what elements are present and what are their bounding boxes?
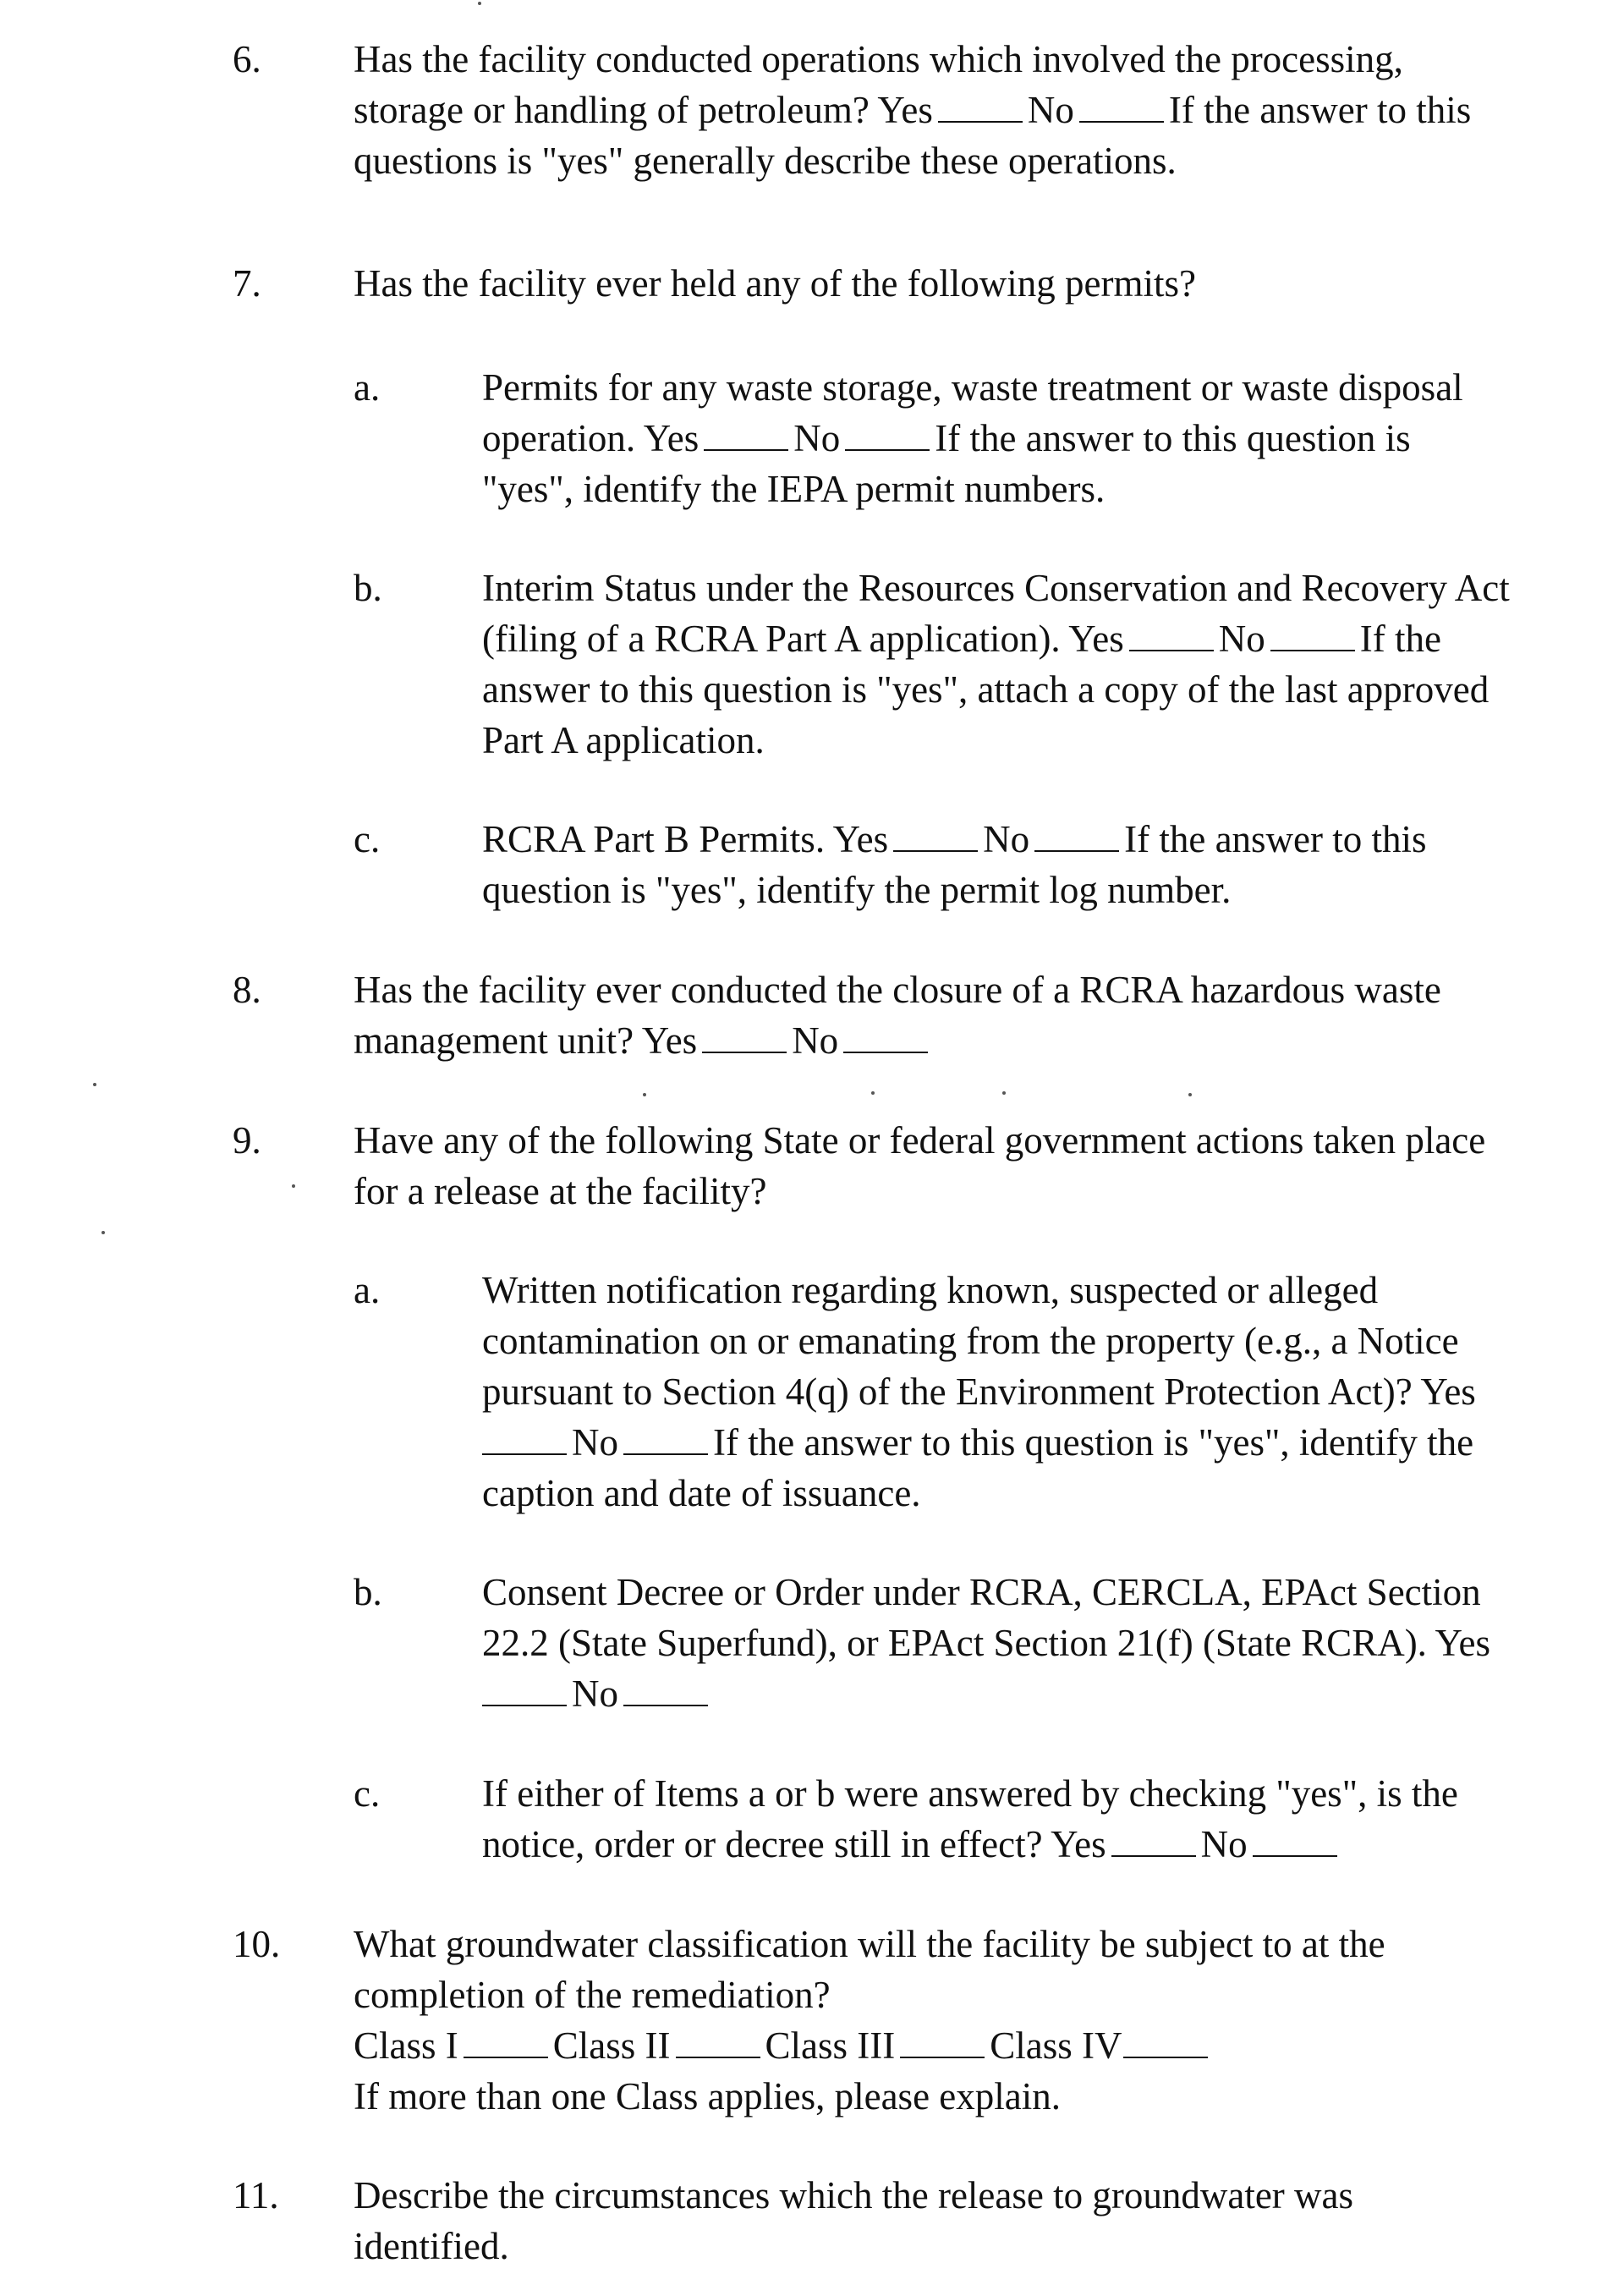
sub-item-letter: b. [354,1571,382,1613]
yes-blank[interactable] [1129,618,1214,651]
question-11 [0,2170,1624,2271]
yes-blank[interactable] [1111,1823,1196,1857]
sub-item-letter: b. [354,567,382,609]
sub-item-letter: a. [354,366,381,409]
no-blank[interactable] [1253,1823,1337,1857]
question-number: 9. [233,1119,261,1162]
scan-speck [1188,1093,1192,1096]
scan-speck [292,1184,295,1188]
sub-item-text: If either of Items a or b were answered by checking "yes", is the notice, order or decree still in effect? Yes No [482,1772,1458,1865]
question-6 [0,34,1624,195]
scan-speck [643,1093,646,1096]
question-8 [0,964,1624,1074]
question-9 [0,1115,1624,1225]
question-7b [0,563,1624,774]
no-blank[interactable] [843,1019,928,1053]
question-7c [0,814,1624,924]
no-blank[interactable] [623,1673,708,1706]
sub-item-text: Written notification regarding known, suspected or alleged contamination on or emanating from the property (e.g., a Notice pursuant to Section 4(q) of the Environment Protection Act)? Yes No If the answer to this question is "yes", identify the caption and date of issuance. [482,1269,1476,1514]
no-blank[interactable] [845,417,930,451]
question-10 [0,1919,1624,2130]
yes-blank[interactable] [482,1421,567,1455]
class-iv-blank[interactable] [1123,2024,1208,2058]
scan-speck [871,1091,875,1095]
yes-blank[interactable] [893,818,978,852]
question-text: Has the facility ever conducted the closure of a RCRA hazardous waste management unit? Yes No [354,969,1441,1062]
class-ii-blank[interactable] [676,2024,760,2058]
question-9b [0,1567,1624,1727]
yes-blank[interactable] [938,89,1023,123]
question-text: Describe the circumstances which the release to groundwater was identified. [354,2174,1354,2267]
scan-speck [1002,1091,1006,1095]
question-number: 6. [233,38,261,80]
class-options: Class I Class II Class III Class IV [354,2020,1605,2071]
yes-blank[interactable] [704,417,788,451]
sub-item-letter: c. [354,1772,381,1815]
sub-item-text: RCRA Part B Permits. Yes No If the answer to this question is "yes", identify the permit log number. [482,818,1427,911]
no-blank[interactable] [1079,89,1164,123]
yes-blank[interactable] [702,1019,787,1053]
class-i-blank[interactable] [464,2024,548,2058]
question-text: What groundwater classification will the facility be subject to at the completion of the remediation? Class I Class II Class III Class IV If more than one Class applies, please explain. [354,1919,1605,2122]
question-7a [0,362,1624,523]
question-number: 11. [233,2174,279,2216]
scan-speck [93,1083,96,1086]
no-blank[interactable] [1270,618,1355,651]
sub-item-text: Interim Status under the Resources Conservation and Recovery Act (filing of a RCRA Part A application). Yes No If the answer to this question is "yes", attach a copy of the last approved Part A application. [482,567,1510,761]
no-blank[interactable] [623,1421,708,1455]
sub-item-letter: c. [354,818,381,860]
question-text: Has the facility conducted operations which involved the processing, storage or handling of petroleum? Yes No If the answer to this questions is "yes" generally describe these operations. [354,38,1472,182]
question-number: 8. [233,969,261,1011]
question-text: Has the facility ever held any of the following permits? [354,262,1196,305]
sub-item-letter: a. [354,1269,381,1311]
no-blank[interactable] [1034,818,1119,852]
question-9c [0,1768,1624,1878]
scan-speck [478,2,481,5]
question-number: 10. [233,1923,281,1965]
sub-item-text: Permits for any waste storage, waste treatment or waste disposal operation. Yes No If the answer to this question is "yes", identify the IEPA permit numbers. [482,366,1463,510]
question-9a [0,1265,1624,1527]
question-7 [0,258,1624,317]
question-number: 7. [233,262,261,305]
class-iii-blank[interactable] [900,2024,985,2058]
question-text: Have any of the following State or federal government actions taken place for a release at the facility? [354,1119,1486,1212]
yes-blank[interactable] [482,1673,567,1706]
sub-item-text: Consent Decree or Order under RCRA, CERCLA, EPAct Section 22.2 (State Superfund), or EPAct Section 21(f) (State RCRA). Yes No [482,1571,1490,1715]
scan-speck [102,1231,105,1234]
